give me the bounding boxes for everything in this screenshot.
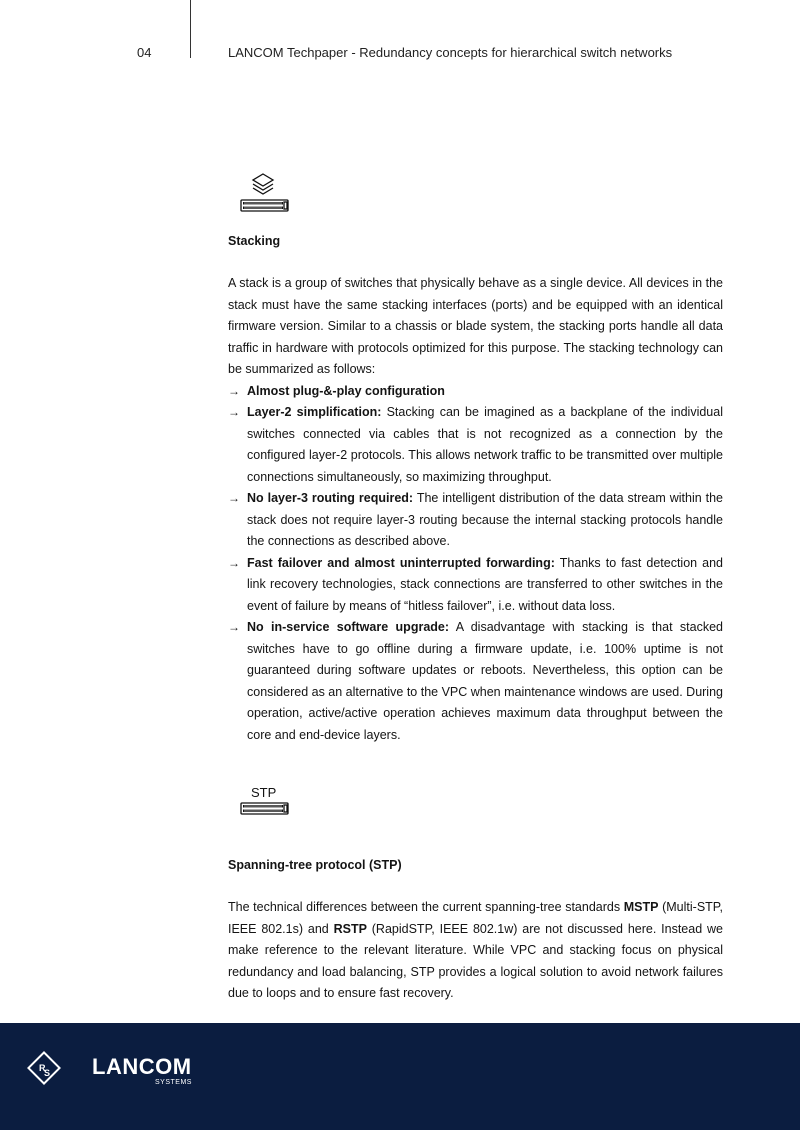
arrow-right-icon: →: [228, 383, 240, 398]
arrow-right-icon: →: [228, 491, 240, 505]
header-divider: [190, 0, 191, 58]
stacking-feature-list: [228, 381, 723, 747]
stp-icon-label: STP: [251, 785, 277, 800]
list-item-title: Fast failover and almost uninterrupted forwarding:: [247, 555, 555, 570]
footer-brand-sub: SYSTEMS: [155, 1079, 192, 1086]
list-item: [228, 553, 723, 618]
list-item-text: A disadvantage with stacking is that stacked switches have to go offline during a firmware update, i.e. 100% uptime is not guaranteed during software updates or reboots. Nevertheless, this option can be considered as an alternative to the VPC when maintenance windows are used. During operation, active/active operation achieves maximum data throughput between the core and end-device layers.: [247, 620, 723, 742]
list-item-text: Thanks to fast detection and link recovery technologies, stack connections are transferred to other switches in the event of failure by means of “hitless failover”, i.e. without data loss.: [247, 555, 724, 613]
rs-diamond-logo-icon: [26, 1050, 62, 1091]
list-item: [228, 488, 723, 553]
stp-text-1: The technical differences between the current spanning-tree standards: [228, 900, 624, 914]
main-content: [228, 168, 723, 1005]
stp-text-2: (Multi-STP, IEEE 802.1s) and: [228, 900, 723, 936]
rstp-term: RSTP: [333, 921, 367, 936]
arrow-right-icon: →: [228, 555, 240, 570]
footer: [0, 1023, 800, 1130]
stp-switch-icon: [228, 785, 723, 842]
svg-text:R: R: [39, 1063, 46, 1073]
svg-text:S: S: [44, 1068, 51, 1078]
stp-text-3: (RapidSTP, IEEE 802.1w) are not discussed here. Instead we make reference to the relevant literature. While VPC and stacking focus on physical redundancy and load balancing, STP provides a logical solution to avoid network failures due to loops and to ensure fast recovery.: [228, 921, 723, 1000]
list-item-title: Layer-2 simplification:: [247, 405, 382, 419]
list-item: [228, 402, 723, 488]
page-number: 04: [137, 45, 152, 60]
list-item-text: Stacking can be imagined as a backplane of the individual switches connected via cables that is not recognized as a connection by the configured layer-2 protocols. This allows network traffic to be transmitted over multiple connections simultaneously, so maximizing throughput.: [247, 405, 723, 484]
stacking-heading: Stacking: [228, 234, 281, 248]
list-item-title: No in-service software upgrade:: [247, 620, 450, 634]
arrow-right-icon: →: [228, 620, 240, 634]
mstp-term: MSTP: [623, 900, 659, 914]
list-item-title: Almost plug-&-play configuration: [247, 383, 445, 398]
list-item: [228, 617, 723, 746]
list-item-title: No layer-3 routing required:: [247, 491, 414, 505]
stp-paragraph: [228, 897, 723, 1005]
stacking-intro: A stack is a group of switches that physically behave as a single device. All devices in the stack must have the same stacking interfaces (ports) and be equipped with an identical firmware version. Similar to a chassis or blade system, the stacking ports handle all data traffic in hardware with protocols optimized for this purpose. The stacking technology can be summarized as follows:: [228, 276, 723, 376]
document-title: LANCOM Techpaper - Redundancy concepts for hierarchical switch networks: [228, 45, 673, 60]
arrow-right-icon: →: [228, 405, 240, 419]
stacked-switch-icon: [228, 168, 723, 218]
list-item: [228, 381, 723, 403]
stp-heading: Spanning-tree protocol (STP): [228, 858, 402, 872]
footer-brand: LANCOM: [92, 1054, 192, 1079]
list-item-text: The intelligent distribution of the data stream within the stack does not require layer-3 routing because the internal stacking protocols handle the connections as described above.: [247, 491, 724, 548]
